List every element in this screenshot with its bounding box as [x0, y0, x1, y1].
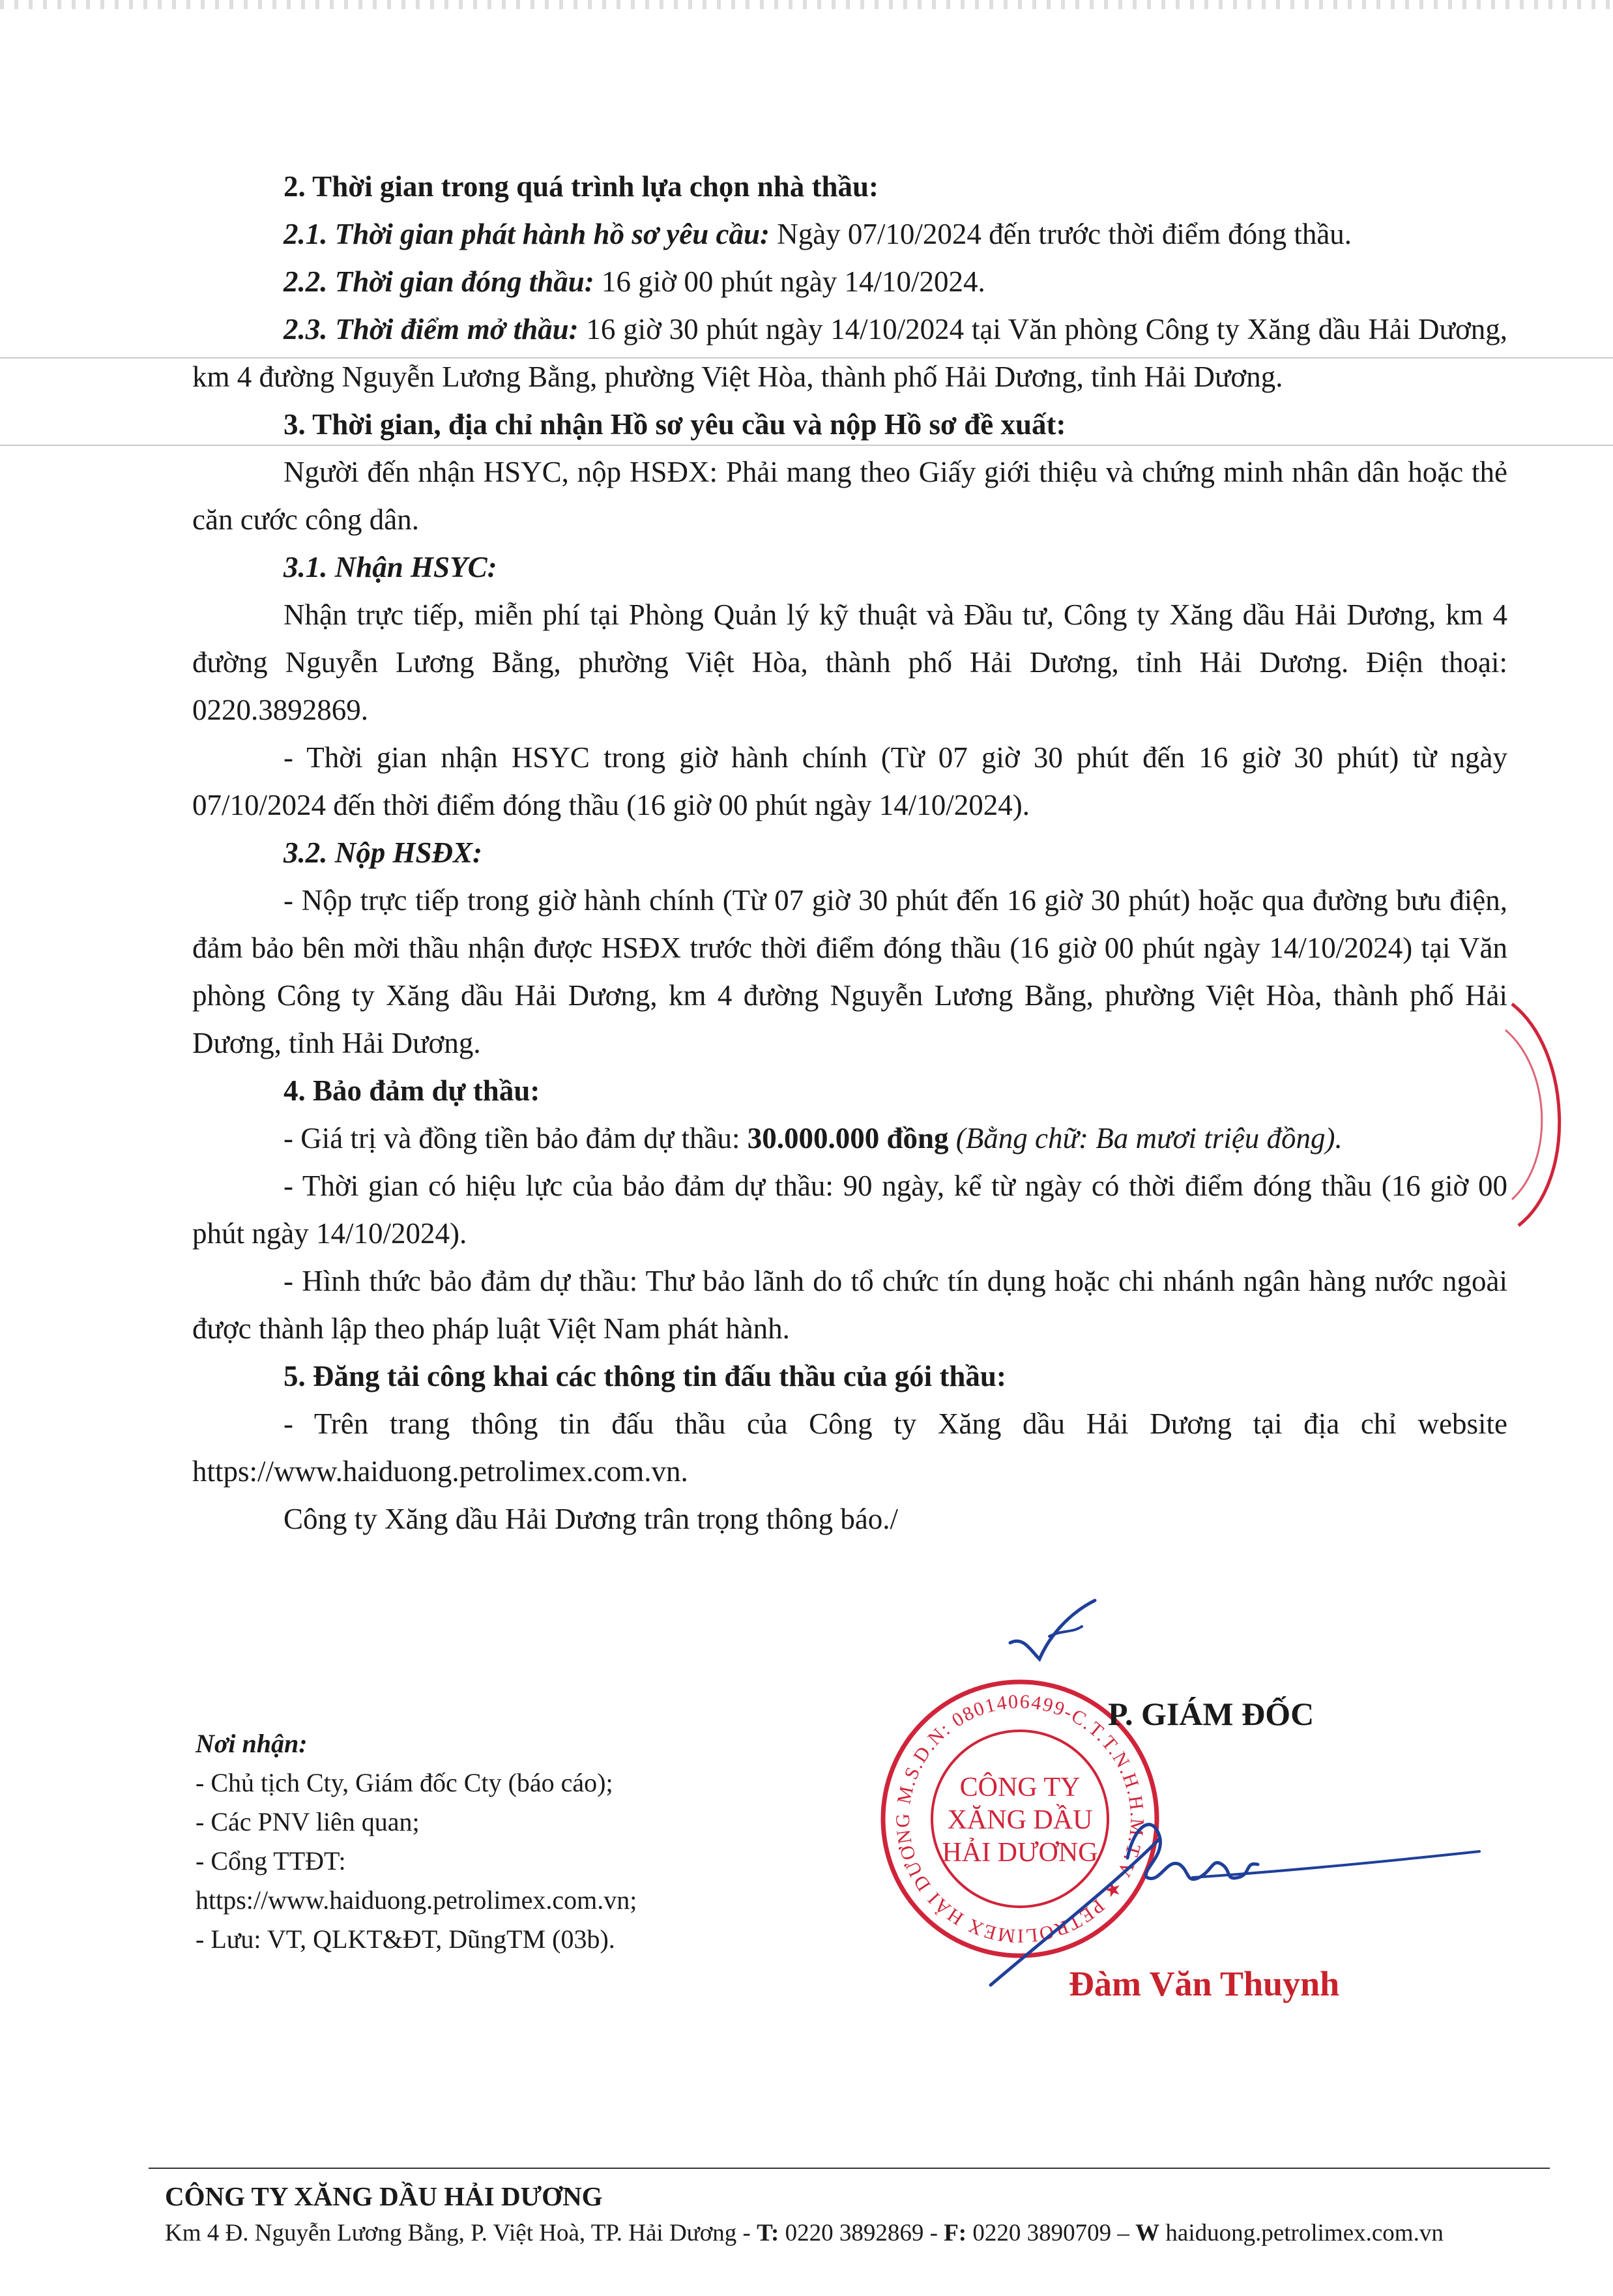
item-2-2: 2.2. Thời gian đóng thầu: 16 giờ 00 phút ngày 14/10/2024. [283, 265, 985, 298]
footer-divider [149, 2168, 1550, 2169]
recipients-heading: Nơi nhận: [196, 1729, 308, 1758]
recipient-item: - Chủ tịch Cty, Giám đốc Cty (báo cáo); [196, 1768, 613, 1797]
item-2-3: 2.3. Thời điểm mở thầu: 16 giờ 30 phút ngày 14/10/2024 tại Văn phòng Công ty Xăng dầu Hải Dương, km 4 đường Nguyễn Lương Bằng, phường Việt Hòa, thành phố Hải Dương, tỉnh Hải Dương. [192, 313, 1507, 393]
signatory-name: Đàm Văn Thuynh [1069, 1964, 1340, 2003]
section-4-heading: 4. Bảo đảm dự thầu: [283, 1074, 540, 1107]
bid-security-value: - Giá trị và đồng tiền bảo đảm dự thầu: 30.000.000 đồng (Bằng chữ: Ba mươi triệu đồng). [283, 1122, 1343, 1155]
item-2-1: 2.1. Thời gian phát hành hồ sơ yêu cầu: Ngày 07/10/2024 đến trước thời điểm đóng thầu. [283, 218, 1352, 250]
section-3-heading: 3. Thời gian, địa chỉ nhận Hồ sơ yêu cầu và nộp Hồ sơ đề xuất: [283, 408, 1066, 441]
seal-ring-text: M.S.D.N: 0801406499-C.T.T.N.H.H.M.T.V ★ PETROLIMEX HẢI DƯƠNG [892, 1690, 1148, 1947]
footer-contact-line: Km 4 Đ. Nguyễn Lương Bằng, P. Việt Hoà, TP. Hải Dương - T: 0220 3892869 - F: 0220 3890709 – W haiduong.petrolimex.com.vn [165, 2220, 1444, 2246]
footer-company-name: CÔNG TY XĂNG DẦU HẢI DƯƠNG [165, 2181, 603, 2211]
seal-center-line: HẢI DƯƠNG [942, 1838, 1098, 1868]
section-3-2-paragraph: - Nộp trực tiếp trong giờ hành chính (Từ 07 giờ 30 phút đến 16 giờ 30 phút) hoặc qua đường bưu điện, đảm bảo bên mời thầu nhận được HSĐX trước thời điểm đóng thầu (16 giờ 00 phút ngày 14/10/2024) tại Văn phòng Công ty Xăng dầu Hải Dương, km 4 đường Nguyễn Lương Bằng, phường Việt Hòa, thành phố Hải Dương, tỉnh Hải Dương. [192, 884, 1507, 1059]
closing-line: Công ty Xăng dầu Hải Dương trân trọng thông báo./ [283, 1503, 899, 1535]
bid-security-validity: - Thời gian có hiệu lực của bảo đảm dự thầu: 90 ngày, kể từ ngày có thời điểm đóng thầu (16 giờ 00 phút ngày 14/10/2024). [192, 1170, 1507, 1250]
seal-center-line: XĂNG DẦU [947, 1805, 1093, 1835]
section-3-1-paragraph: - Thời gian nhận HSYC trong giờ hành chính (Từ 07 giờ 30 phút đến 16 giờ 30 phút) từ ngày 07/10/2024 đến thời điểm đóng thầu (16 giờ 00 phút ngày 14/10/2024). [192, 741, 1507, 821]
section-5-heading: 5. Đăng tải công khai các thông tin đấu thầu của gói thầu: [283, 1360, 1006, 1392]
recipients-block [196, 1724, 637, 1959]
recipient-item: - Các PNV liên quan; [196, 1807, 420, 1836]
section-3-1-paragraph: Nhận trực tiếp, miễn phí tại Phòng Quản lý kỹ thuật và Đầu tư, Công ty Xăng dầu Hải Dương, km 4 đường Nguyễn Lương Bằng, phường Việt Hòa, thành phố Hải Dương, tỉnh Hải Dương. Điện thoại: 0220.3892869. [192, 598, 1507, 726]
recipient-item: - Lưu: VT, QLKT&ĐT, DũngTM (03b). [196, 1924, 615, 1954]
section-3-intro: Người đến nhận HSYC, nộp HSĐX: Phải mang theo Giấy giới thiệu và chứng minh nhân dân hoặc thẻ căn cước công dân. [192, 456, 1507, 536]
section-5-paragraph: - Trên trang thông tin đấu thầu của Công ty Xăng dầu Hải Dương tại địa chỉ website https://www.haiduong.petrolimex.com.vn. [192, 1407, 1507, 1488]
recipient-item: https://www.haiduong.petrolimex.com.vn; [196, 1885, 637, 1915]
bid-security-form: - Hình thức bảo đảm dự thầu: Thư bảo lãnh do tổ chức tín dụng hoặc chi nhánh ngân hàng nước ngoài được thành lập theo pháp luật Việt Nam phát hành. [192, 1265, 1507, 1345]
initial-mark-icon [1004, 1597, 1101, 1669]
recipient-item: - Cổng TTĐT: [196, 1846, 346, 1876]
section-2-heading: 2. Thời gian trong quá trình lựa chọn nhà thầu: [283, 170, 879, 203]
scan-top-edge [0, 0, 1613, 9]
section-3-2-heading: 3.2. Nộp HSĐX: [283, 836, 483, 869]
edge-seal-icon [1499, 991, 1577, 1239]
signatory-title: P. GIÁM ĐỐC [1108, 1696, 1315, 1732]
handwritten-signature [965, 1799, 1486, 1988]
section-3-1-heading: 3.1. Nhận HSYC: [283, 551, 497, 583]
seal-center-line: CÔNG TY [959, 1773, 1081, 1803]
document-body [192, 163, 1507, 1543]
